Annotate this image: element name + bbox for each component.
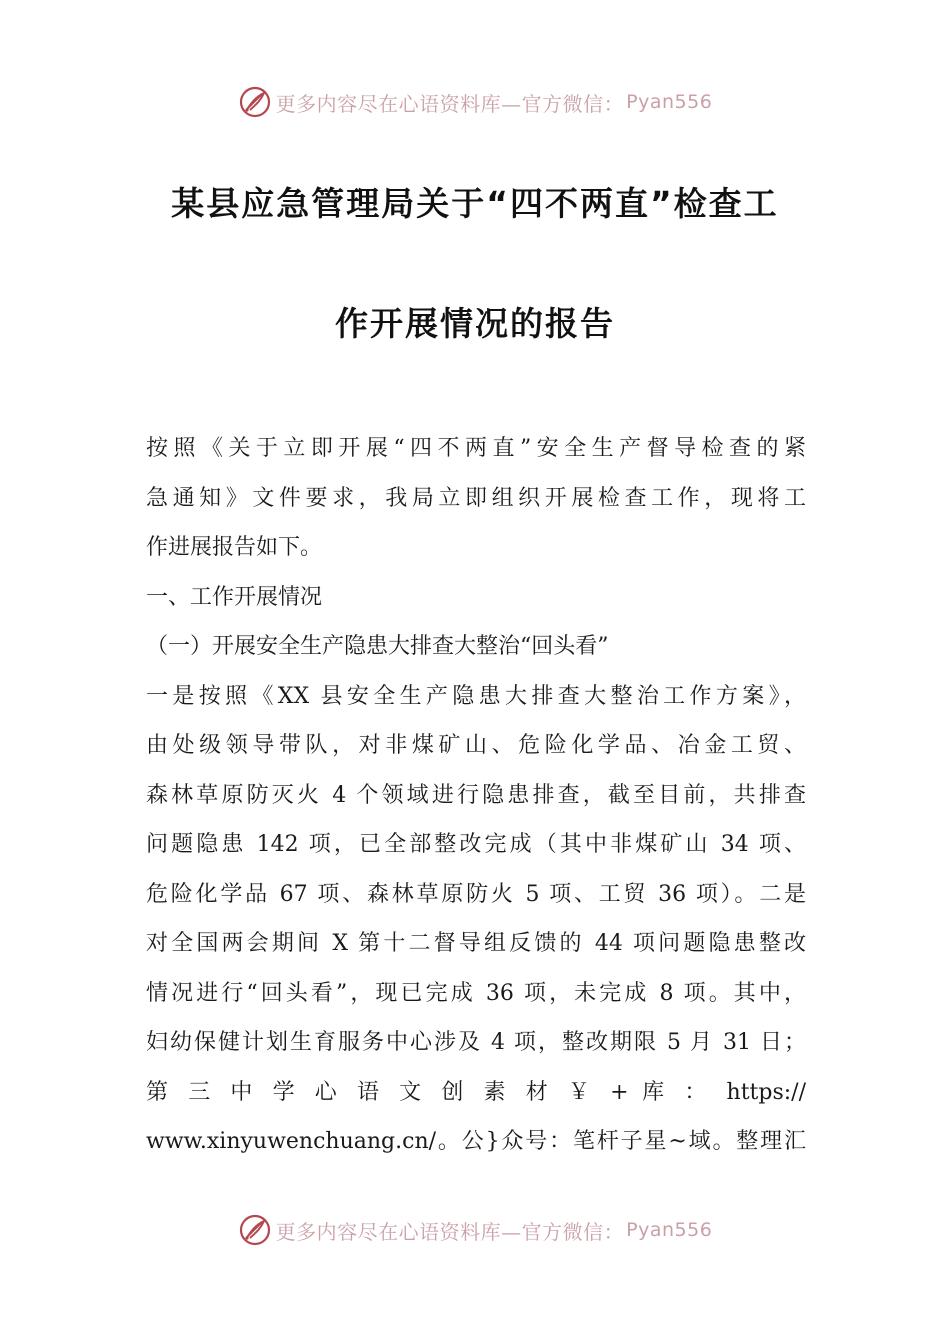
body-line: 森林草原防灭火 4 个领域进行隐患排查，截至目前，共排查 [146,782,806,808]
document-title-line-2: 作开展情况的报告 [335,304,615,343]
body-line: 问题隐患 142 项，已全部整改完成（其中非煤矿山 34 项、 [146,832,806,857]
body-line: 危险化学品 67 项、森林草原防火 5 项、工贸 36 项）。二是 [146,881,806,907]
body-line: 急通知》文件要求，我局立即组织开展检查工作，现将工 [146,485,806,511]
body-line: 第 三 中 学 心 语 文 创 素 材 ￥ + 库 ： https:// [146,1079,806,1105]
body-line: 对全国两会期间 X 第十二督导组反馈的 44 项问题隐患整改 [146,931,806,956]
section-heading: 一、工作开展情况 [146,584,323,610]
subsection-heading: （一）开展安全生产隐患大排查大整治“回头看” [146,634,609,659]
watermark-header [0,82,950,122]
document-title-line-1: 某县应急管理局关于“四不两直”检查工 [171,184,779,223]
watermark-wechat-id: Pyan556 [626,1219,713,1241]
watermark-wechat-id: Pyan556 [626,91,713,113]
body-line: 作进展报告如下。 [146,535,323,560]
quill-logo-icon [238,1213,272,1247]
body-line: 由处级领导带队，对非煤矿山、危险化学品、冶金工贸、 [146,733,806,758]
watermark-text: 更多内容尽在心语资料库—官方微信： [275,91,625,116]
body-line: 按照《关于立即开展“四不两直”安全生产督导检查的紧 [146,436,806,461]
body-line: 一是按照《XX 县安全生产隐患大排查大整治工作方案》， [146,683,806,709]
quill-logo-icon [238,85,272,119]
body-line: 妇幼保健计划生育服务中心涉及 4 项，整改期限 5 月 31 日； [146,1030,806,1055]
watermark-footer [0,1210,950,1250]
body-line: 情况进行“回头看”，现已完成 36 项，未完成 8 项。其中， [146,980,806,1006]
document-body [146,424,806,1167]
watermark-text: 更多内容尽在心语资料库—官方微信： [275,1219,625,1244]
body-line: www.xinyuwenchuang.cn/。公}众号：笔杆子星~域。整理汇 [146,1129,806,1154]
